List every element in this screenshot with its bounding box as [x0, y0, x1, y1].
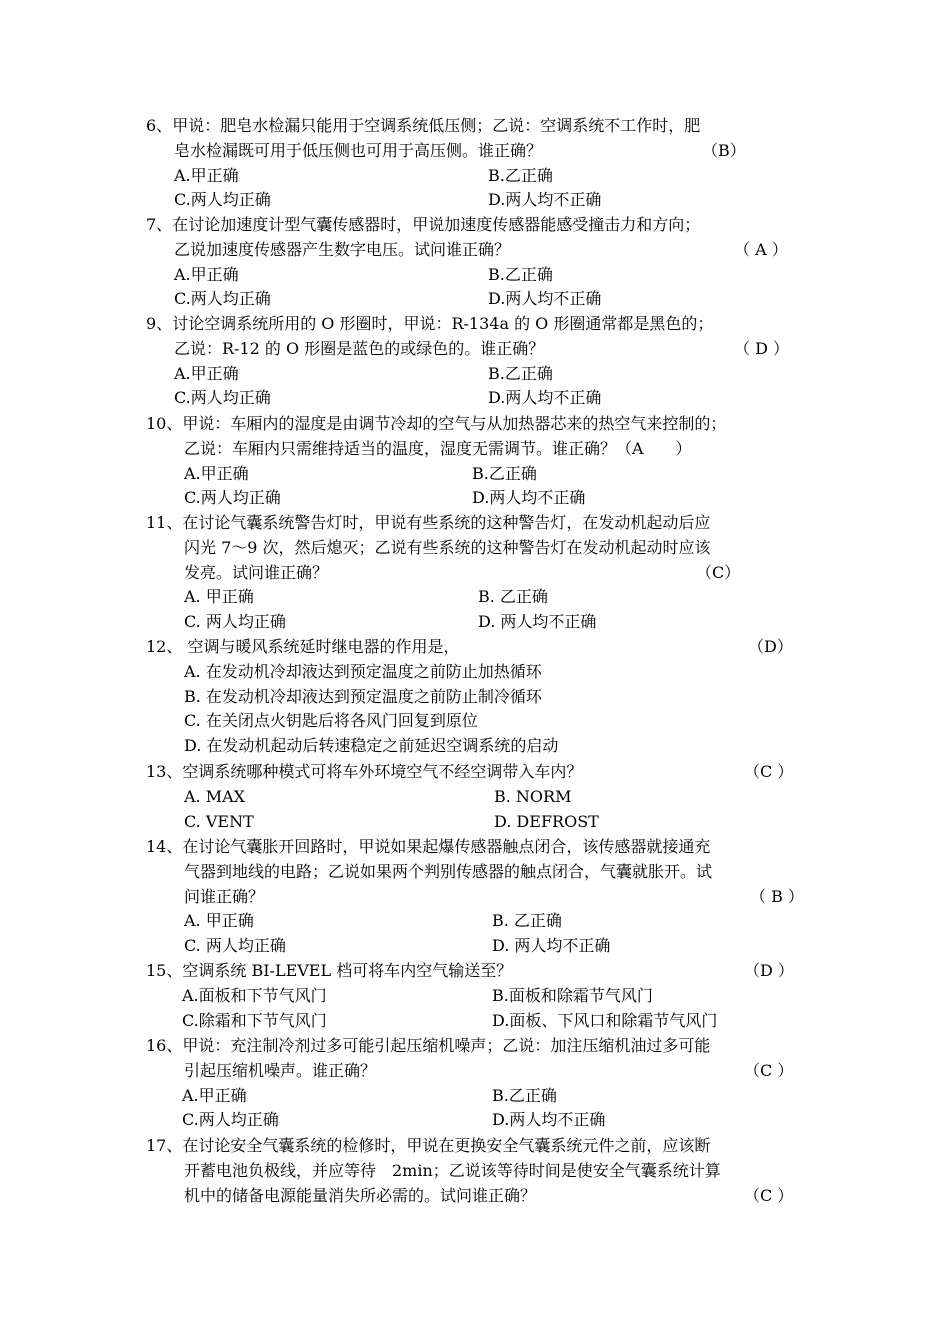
option-d: D.两人均不正确 — [492, 1110, 606, 1130]
question-text: 在讨论气囊胀开回路时，甲说如果起爆传感器触点闭合，该传感器就接通充 — [182, 837, 711, 856]
question-10 — [146, 412, 808, 511]
option-c: C.两人均正确 — [184, 488, 281, 508]
question-text: 甲说：肥皂水检漏只能用于空调系统低压侧；乙说：空调系统不工作时，肥 — [172, 116, 701, 135]
option-a: A. 甲正确 — [184, 911, 254, 931]
option-a: A. 甲正确 — [184, 587, 254, 607]
question-9 — [146, 312, 808, 411]
question-text: 在讨论加速度计型气囊传感器时，甲说加速度传感器能感受撞击力和方向； — [172, 215, 701, 234]
question-number: 12、 — [146, 637, 183, 656]
option-c: C.两人均正确 — [182, 1110, 279, 1130]
question-12 — [146, 635, 808, 759]
question-text: 在讨论安全气囊系统的检修时，甲说在更换安全气囊系统元件之前，应该断 — [182, 1136, 711, 1155]
question-15 — [146, 959, 808, 1033]
question-stem — [146, 312, 808, 337]
question-stem — [146, 511, 808, 536]
option-c: C. 两人均正确 — [184, 612, 286, 632]
question-stem — [146, 835, 808, 860]
answer-key: （ D ） — [734, 338, 790, 358]
question-text: 讨论空调系统所用的 O 形圈时，甲说：R-134a 的 O 形圈通常都是黑色的； — [172, 314, 714, 333]
option-b: B.乙正确 — [488, 165, 553, 185]
option-b: B. 乙正确 — [478, 587, 548, 607]
option-d: D.两人均不正确 — [488, 289, 602, 309]
question-stem — [146, 536, 808, 561]
option-d: D. 两人均不正确 — [492, 936, 611, 956]
question-text: 引起压缩机噪声。谁正确？ — [184, 1060, 377, 1080]
question-text: 机中的储备电源能量消失所必需的。试问谁正确？ — [184, 1185, 537, 1205]
option-d: D. DEFROST — [494, 811, 599, 831]
option-a: A.甲正确 — [174, 264, 239, 284]
question-text: 开蓄电池负极线，并应等待 2min；乙说该等待时间是使安全气囊系统计算 — [184, 1160, 721, 1180]
answer-key: （C ） — [744, 1060, 794, 1080]
question-stem — [146, 760, 808, 785]
options-row — [146, 1108, 808, 1133]
option-a: A. MAX — [184, 786, 246, 806]
option-d: D.两人均不正确 — [488, 388, 602, 408]
option-d: D. 两人均不正确 — [478, 612, 597, 632]
question-stem — [146, 959, 808, 984]
question-stem — [146, 635, 808, 660]
question-number: 9、 — [146, 314, 173, 333]
question-text: 问谁正确？ — [184, 886, 265, 906]
option-c: C. 在关闭点火钥匙后将各风门回复到原位 — [184, 711, 478, 731]
options-row — [146, 785, 808, 810]
question-stem — [146, 139, 808, 164]
answer-key: （ B ） — [750, 886, 804, 906]
option-b: B. NORM — [494, 786, 572, 806]
question-stem — [146, 860, 808, 885]
question-11 — [146, 511, 808, 635]
option-b: B.乙正确 — [488, 363, 553, 383]
question-6 — [146, 114, 808, 213]
option-d: D.两人均不正确 — [472, 488, 586, 508]
question-stem — [146, 1134, 808, 1159]
question-number: 11、 — [146, 513, 183, 532]
question-14 — [146, 835, 808, 959]
question-stem — [146, 1059, 808, 1084]
question-stem — [146, 238, 808, 263]
options-row — [146, 984, 808, 1009]
options-row — [146, 610, 808, 635]
question-7 — [146, 213, 808, 312]
answer-key: （C ） — [744, 1185, 794, 1205]
question-text: 空调与暖风系统延时继电器的作用是， — [182, 637, 460, 656]
options-row — [146, 462, 808, 487]
question-stem — [146, 114, 808, 139]
option-c: C.两人均正确 — [174, 190, 271, 210]
option-d: D.两人均不正确 — [488, 190, 602, 210]
option-b: B.面板和除霜节气风门 — [492, 985, 653, 1005]
options-row — [146, 934, 808, 959]
options-row — [146, 287, 808, 312]
question-text: 皂水检漏既可用于低压侧也可用于高压侧。谁正确？ — [174, 140, 543, 160]
question-text: 空调系统 BI-LEVEL 档可将车内空气输送至？ — [182, 961, 513, 980]
option-c: C.除霜和下节气风门 — [182, 1010, 327, 1030]
question-number: 14、 — [146, 837, 183, 856]
question-number: 6、 — [146, 116, 173, 135]
question-text: 闪光 7～9 次，然后熄灭；乙说有些系统的这种警告灯在发动机起动时应该 — [184, 537, 711, 557]
options-row — [146, 585, 808, 610]
options-row — [146, 1009, 808, 1034]
question-text: 甲说：充注制冷剂过多可能引起压缩机噪声；乙说：加注压缩机油过多可能 — [182, 1036, 711, 1055]
option-c: C. VENT — [184, 811, 254, 831]
options-row — [146, 386, 808, 411]
question-number: 10、 — [146, 414, 183, 433]
option-d: D.面板、下风口和除霜节气风门 — [492, 1010, 718, 1030]
option-b: B.乙正确 — [492, 1085, 557, 1105]
question-text: 气器到地线的电路；乙说如果两个判别传感器的触点闭合，气囊就胀开。试 — [184, 861, 713, 881]
option-c: C.两人均正确 — [174, 388, 271, 408]
answer-key: （B） — [702, 140, 746, 160]
options-row — [146, 810, 808, 835]
question-stem — [146, 337, 808, 362]
answer-key: （ A ） — [734, 239, 788, 259]
answer-key: （C ） — [744, 762, 794, 781]
question-stem — [146, 885, 808, 910]
question-text: 发亮。试问谁正确？ — [184, 562, 329, 582]
question-number: 15、 — [146, 961, 183, 980]
options-row — [146, 1084, 808, 1109]
question-stem — [146, 1184, 808, 1209]
answer-key: （D） — [748, 637, 793, 656]
question-text: 乙说：车厢内只需维持适当的温度，湿度无需调节。谁正确？（A ） — [184, 438, 692, 458]
options-row — [146, 164, 808, 189]
question-16 — [146, 1034, 808, 1133]
question-stem — [146, 213, 808, 238]
options-row — [146, 362, 808, 387]
option-a: A. 在发动机冷却液达到预定温度之前防止加热循环 — [184, 661, 542, 681]
option-d: D. 在发动机起动后转速稳定之前延迟空调系统的启动 — [184, 736, 559, 756]
options-row — [146, 909, 808, 934]
question-17 — [146, 1134, 808, 1208]
option-b: B.乙正确 — [472, 463, 537, 483]
option-b: B.乙正确 — [488, 264, 553, 284]
question-text: 甲说：车厢内的湿度是由调节冷却的空气与从加热器芯来的热空气来控制的； — [182, 414, 727, 433]
question-text: 在讨论气囊系统警告灯时，甲说有些系统的这种警告灯，在发动机起动后应 — [182, 513, 711, 532]
question-number: 17、 — [146, 1136, 183, 1155]
question-text: 乙说：R-12 的 O 形圈是蓝色的或绿色的。谁正确？ — [174, 338, 545, 358]
options-row — [146, 486, 808, 511]
option-b: B. 乙正确 — [492, 911, 562, 931]
option-b: B. 在发动机冷却液达到预定温度之前防止制冷循环 — [184, 686, 542, 706]
question-number: 13、 — [146, 762, 183, 781]
question-13 — [146, 760, 808, 834]
option-a: A.甲正确 — [174, 363, 239, 383]
question-stem — [146, 1034, 808, 1059]
question-number: 16、 — [146, 1036, 183, 1055]
option-a: A.甲正确 — [174, 165, 239, 185]
answer-key: （C） — [696, 562, 741, 582]
options-row — [146, 263, 808, 288]
question-text: 空调系统哪种模式可将车外环境空气不经空调带入车内？ — [182, 762, 583, 781]
option-a: A.面板和下节气风门 — [182, 985, 327, 1005]
option-a: A.甲正确 — [184, 463, 249, 483]
option-c: C. 两人均正确 — [184, 936, 286, 956]
question-number: 7、 — [146, 215, 173, 234]
question-stem — [146, 561, 808, 586]
question-text: 乙说加速度传感器产生数字电压。试问谁正确？ — [174, 239, 511, 259]
option-c: C.两人均正确 — [174, 289, 271, 309]
question-stem — [146, 1159, 808, 1184]
question-stem — [146, 412, 808, 437]
options-row — [146, 188, 808, 213]
question-stem — [146, 437, 808, 462]
option-a: A.甲正确 — [182, 1085, 247, 1105]
answer-key: （D ） — [744, 961, 794, 980]
